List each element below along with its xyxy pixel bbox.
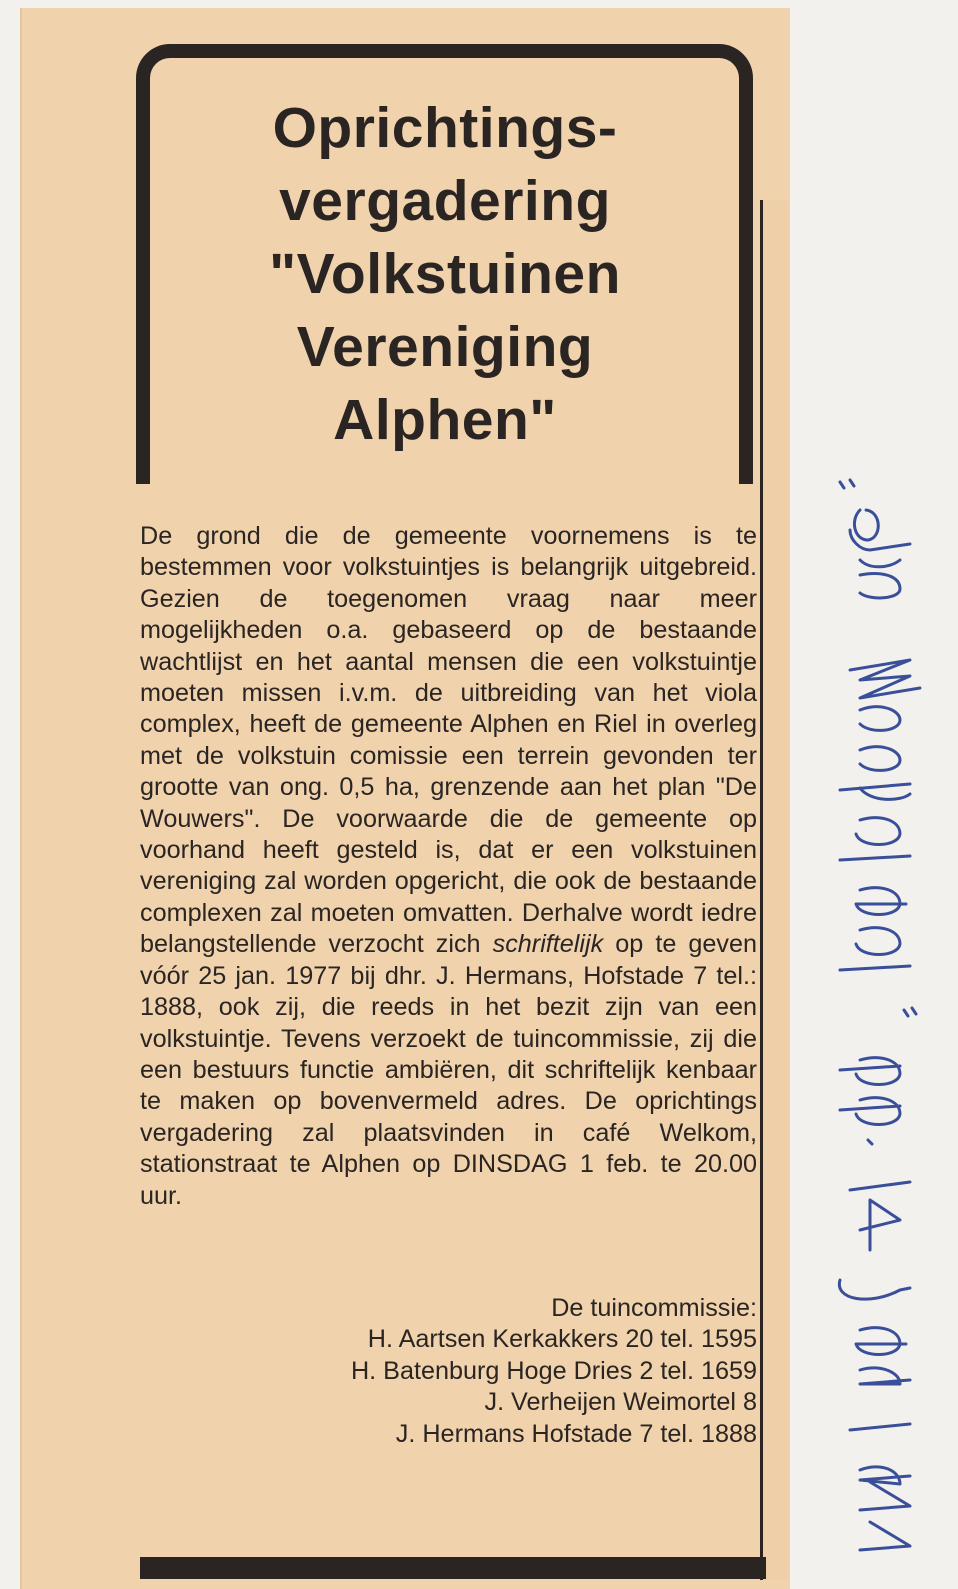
headline-line-2: vergadering: [279, 169, 611, 233]
article-body-part-1: De grond die de gemeente voornemens is te bestemmen voor volkstuintjes is belangrijk uitgebreid. Gezien de toegenomen vraag naar meer mogelijkheden o.a. gebaseerd op de bestaande wachtlijst en het aantal mensen die een volkstuintje moeten missen i.v.m. de uitbreiding van het viola complex, heeft de gemeente Alphen en Riel in overleg met de volkstuin comissie een terrein gevonden ter grootte van ong. 0,5 ha, grenzende aan het plan "De Wouwers". De voorwaarde die de gemeente op voorhand heeft gesteld is, dat er een volkstuinen vereniging zal worden opgericht, die ook de bestaande complexen zal moeten omvatten. Derhalve wordt iedre belangstellende verzocht zich: [140, 522, 757, 959]
signoff-member: J. Verheijen Weimortel 8: [484, 1388, 757, 1417]
headline-line-1: Oprichtings-: [272, 96, 618, 160]
clipping-edge: [760, 200, 789, 1580]
handwriting-icon: [820, 470, 930, 1570]
headline: [150, 92, 740, 457]
signoff: [140, 1293, 757, 1450]
article-body-part-2: op te geven vóór 25 jan. 1977 bij dhr. J. Hermans, Hofstade 7 tel.: 1888, ook zij, die reeds in het bezit zijn van een volkstuintje. Tevens verzoekt de tuincommissie, zij die een bestuurs functie ambiëren, dit schriftelijk kenbaar te maken op bovenvermeld adres. De oprichtings vergadering zal plaatsvinden in café Welkom, stationstraat te Alphen op DINSDAG 1 feb. te 20.00 uur.: [140, 930, 757, 1210]
article-body: [140, 521, 757, 1212]
headline-line-4: Vereniging: [296, 315, 594, 379]
headline-line-3: "Volkstuinen: [269, 242, 621, 306]
signoff-member: H. Aartsen Kerkakkers 20 tel. 1595: [367, 1325, 757, 1354]
signoff-member: H. Batenburg Hoge Dries 2 tel. 1659: [350, 1356, 757, 1385]
signoff-heading: De tuincommissie:: [551, 1294, 757, 1322]
article-emphasis: schriftelijk: [492, 930, 604, 959]
bottom-rule: [140, 1557, 766, 1579]
handwritten-annotation: [820, 470, 930, 1570]
headline-line-5: Alphen": [333, 388, 557, 452]
signoff-member: J. Hermans Hofstade 7 tel. 1888: [395, 1419, 757, 1448]
